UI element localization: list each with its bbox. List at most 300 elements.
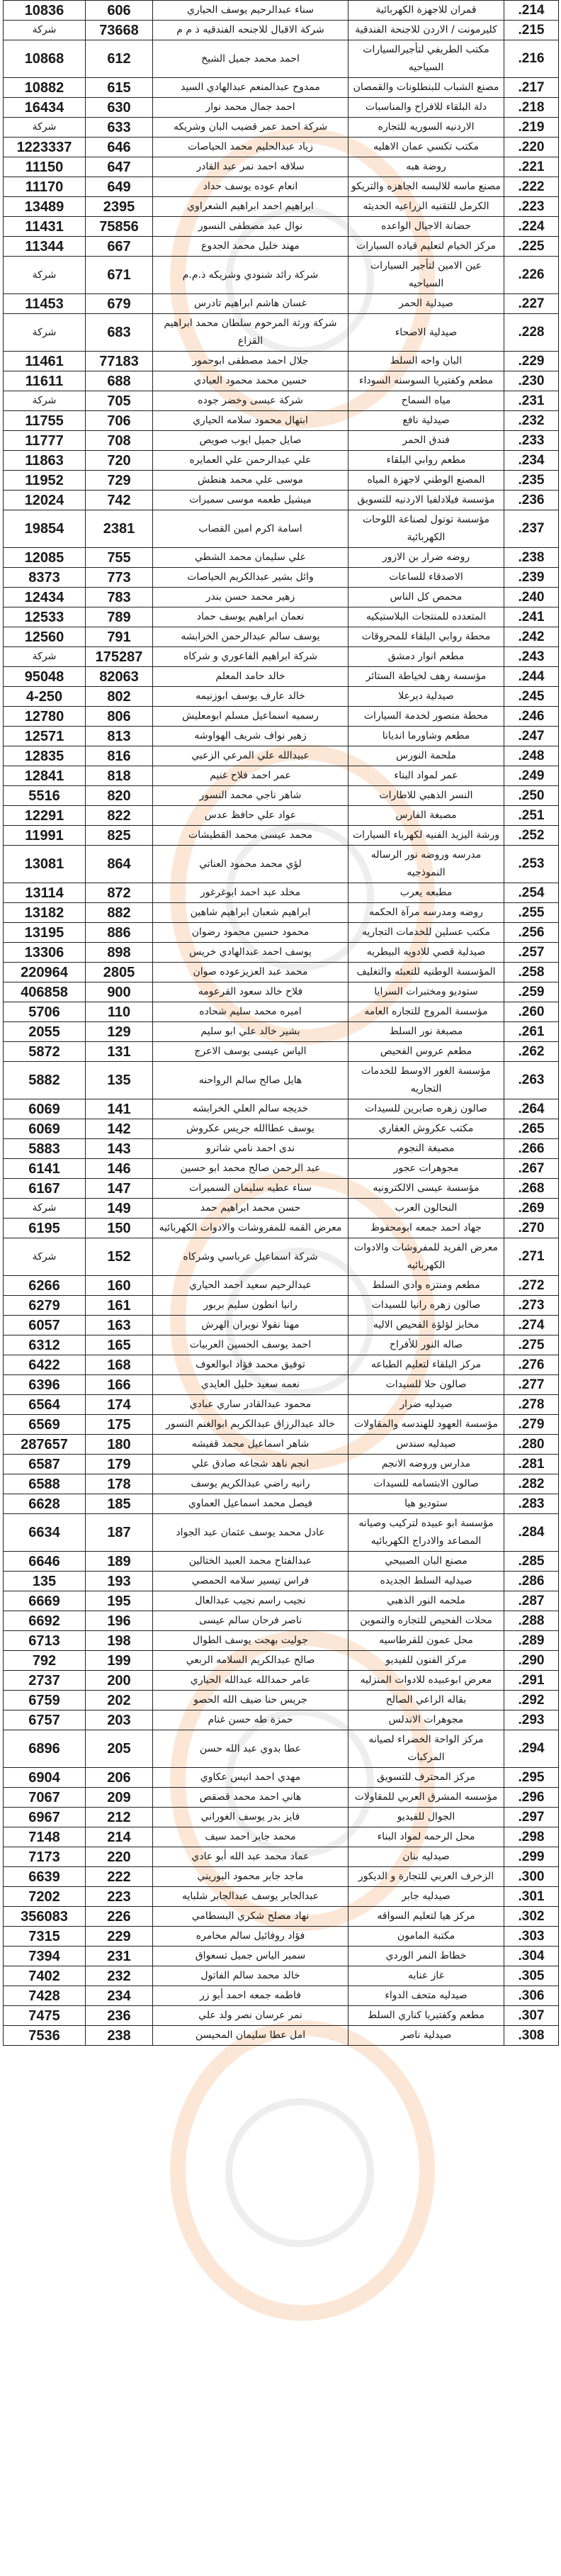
registration-number: 6564 (4, 1395, 86, 1415)
owner-name: فراس تيسير سلامه الحمصي (153, 1572, 348, 1591)
business-name: معرض الفريد للمفروشات والادوات الكهربائيه (348, 1238, 504, 1276)
license-code: 160 (86, 1276, 153, 1296)
table-row (4, 1907, 559, 1927)
registration-number: 13195 (4, 923, 86, 943)
registration-number: 7148 (4, 1827, 86, 1847)
license-code: 818 (86, 766, 153, 786)
business-name: صالون الابتسامه للسيدات (348, 1474, 504, 1494)
row-number: 247. (504, 727, 559, 746)
business-name: مطعم عروس الفحيص (348, 1042, 504, 1062)
business-name: مصبغة النجوم (348, 1139, 504, 1159)
row-number: 237. (504, 510, 559, 548)
license-code: 82063 (86, 667, 153, 687)
license-code: 900 (86, 982, 153, 1002)
registration-number: 6312 (4, 1335, 86, 1355)
registration-number: 8373 (4, 568, 86, 588)
table-row (4, 667, 559, 687)
business-name: مركز البلقاء لتعليم الطباعه (348, 1355, 504, 1375)
table-row (4, 1375, 559, 1395)
row-number: 308. (504, 2026, 559, 2046)
license-code: 646 (86, 138, 153, 157)
registration-number: 12434 (4, 588, 86, 607)
license-code: 174 (86, 1395, 153, 1415)
business-name: مخابز لؤلؤة الفحيص الاليه (348, 1316, 504, 1335)
owner-name: خالد عارف يوسف ابوزنيمه (153, 687, 348, 707)
row-number: 291. (504, 1671, 559, 1691)
owner-name: حمزة طه حسن غنام (153, 1710, 348, 1730)
row-number: 283. (504, 1494, 559, 1514)
business-name: المصنع الوطني لاجهزة المياه (348, 471, 504, 491)
registration-number: 12291 (4, 806, 86, 826)
license-code: 168 (86, 1355, 153, 1375)
registration-number: 6279 (4, 1296, 86, 1316)
row-number: 232. (504, 411, 559, 431)
table-row (4, 647, 559, 667)
registration-number: 13114 (4, 883, 86, 903)
row-number: 273. (504, 1296, 559, 1316)
registration-number: 7202 (4, 1887, 86, 1907)
registration-number: 1223337 (4, 138, 86, 157)
business-name: مؤسسة عيسى الالكترونيه (348, 1179, 504, 1199)
owner-name: جريس حنا ضيف الله الحصو (153, 1691, 348, 1710)
row-number: 242. (504, 627, 559, 647)
registration-number: 7315 (4, 1927, 86, 1947)
owner-name: سلافه احمد نمر عبد القادر (153, 157, 348, 177)
license-code: 175 (86, 1415, 153, 1435)
owner-name: شركة احمد عمر قضيب البان وشريكه (153, 118, 348, 138)
business-name: صالون زهره رانيا للسيدات (348, 1296, 504, 1316)
table-row (4, 1276, 559, 1296)
license-code: 802 (86, 687, 153, 707)
table-row (4, 352, 559, 371)
table-row (4, 1887, 559, 1907)
row-number: 250. (504, 786, 559, 806)
table-row (4, 237, 559, 257)
row-number: 248. (504, 746, 559, 766)
row-number: 282. (504, 1474, 559, 1494)
row-number: 281. (504, 1455, 559, 1474)
registration-number: 11952 (4, 471, 86, 491)
row-number: 239. (504, 568, 559, 588)
business-name: مؤسسة فيلادلفيا الاردنيه للتسويق (348, 491, 504, 510)
owner-name: حسين محمد محمود العبادي (153, 371, 348, 391)
registration-number: شركة (4, 1238, 86, 1276)
row-number: 272. (504, 1276, 559, 1296)
license-code: 206 (86, 1768, 153, 1788)
owner-name: عواد علي حافظ عدس (153, 806, 348, 826)
license-code: 755 (86, 548, 153, 568)
license-code: 214 (86, 1827, 153, 1847)
registration-number: 406858 (4, 982, 86, 1002)
row-number: 259. (504, 982, 559, 1002)
row-number: 225. (504, 237, 559, 257)
table-row (4, 157, 559, 177)
business-name: صالون زهره صابرين للسيدات (348, 1099, 504, 1119)
business-name: البان واحه السلط (348, 352, 504, 371)
row-number: 218. (504, 98, 559, 118)
table-row (4, 1062, 559, 1099)
registration-number: 6422 (4, 1355, 86, 1375)
owner-name: ميشيل طعمه موسى سميرات (153, 491, 348, 510)
table-row (4, 1494, 559, 1514)
license-code: 149 (86, 1199, 153, 1219)
registration-number: شركة (4, 647, 86, 667)
owner-name: زهير نواف شريف الهواوشه (153, 727, 348, 746)
owner-name: مهند خليل محمد الجدوع (153, 237, 348, 257)
registration-number: 6759 (4, 1691, 86, 1710)
row-number: 249. (504, 766, 559, 786)
row-number: 274. (504, 1316, 559, 1335)
license-code: 615 (86, 78, 153, 98)
registration-number: 6669 (4, 1591, 86, 1611)
license-code: 706 (86, 411, 153, 431)
registration-number: 13306 (4, 943, 86, 963)
table-row (4, 923, 559, 943)
owner-name: هايل صالح سالم الرواحنه (153, 1062, 348, 1099)
table-row (4, 217, 559, 237)
business-name: مركز الواحة الخضراء لصيانه المركبات (348, 1730, 504, 1768)
business-name: صيدليه السلط الجديده (348, 1572, 504, 1591)
table-row (4, 1, 559, 21)
business-name: قمران للاجهزة الكهربائية (348, 1, 504, 21)
table-row (4, 846, 559, 883)
license-code: 882 (86, 903, 153, 923)
row-number: 231. (504, 391, 559, 411)
license-code: 203 (86, 1710, 153, 1730)
license-code: 199 (86, 1651, 153, 1671)
license-code: 178 (86, 1474, 153, 1494)
table-row (4, 746, 559, 766)
business-name: مصنع البان الصبيحي (348, 1552, 504, 1572)
license-code: 2395 (86, 197, 153, 217)
registration-number: 11991 (4, 826, 86, 846)
row-number: 263. (504, 1062, 559, 1099)
row-number: 251. (504, 806, 559, 826)
owner-name: رانيا انطون سليم بربور (153, 1296, 348, 1316)
registration-number: 10882 (4, 78, 86, 98)
registration-number: شركة (4, 1199, 86, 1219)
table-row (4, 1355, 559, 1375)
table-row (4, 1730, 559, 1768)
license-code: 633 (86, 118, 153, 138)
owner-name: جوليت بهجت يوسف الطوال (153, 1631, 348, 1651)
business-name: جهاد احمد جمعه ابومحفوظ (348, 1219, 504, 1238)
table-row (4, 883, 559, 903)
owner-name: ابراهيم شعبان ابراهيم شاهين (153, 903, 348, 923)
row-number: 220. (504, 138, 559, 157)
registration-number: 7067 (4, 1788, 86, 1808)
business-name: مصنع الشباب للبنطلونات والقمصان (348, 78, 504, 98)
owner-name: موسى علي محمد هنطش (153, 471, 348, 491)
row-number: 261. (504, 1022, 559, 1042)
registration-number: 19854 (4, 510, 86, 548)
row-number: 217. (504, 78, 559, 98)
registration-number: شركة (4, 21, 86, 40)
license-code: 825 (86, 826, 153, 846)
registration-number: 7536 (4, 2026, 86, 2046)
row-number: 215. (504, 21, 559, 40)
registration-number: 4-250 (4, 687, 86, 707)
license-code: 77183 (86, 352, 153, 371)
license-code: 630 (86, 98, 153, 118)
business-name: مطعم وكفتيريا السوسنه السوداء (348, 371, 504, 391)
license-code: 791 (86, 627, 153, 647)
row-number: 278. (504, 1395, 559, 1415)
table-row (4, 1808, 559, 1827)
business-name: مؤسسة توتول لصناعة اللوحات الكهربائية (348, 510, 504, 548)
table-row (4, 568, 559, 588)
table-row (4, 2006, 559, 2026)
license-code: 232 (86, 1966, 153, 1986)
row-number: 222. (504, 177, 559, 197)
table-row (4, 1159, 559, 1179)
license-code: 220 (86, 1847, 153, 1867)
row-number: 279. (504, 1415, 559, 1435)
registration-number: 5516 (4, 786, 86, 806)
registration-number: شركة (4, 391, 86, 411)
license-code: 783 (86, 588, 153, 607)
business-name: ورشة اليزيد الفنيه لكهرباء السيارات (348, 826, 504, 846)
owner-name: حسن محمد ابراهيم حمد (153, 1199, 348, 1219)
registration-number: 6904 (4, 1768, 86, 1788)
license-code: 729 (86, 471, 153, 491)
registration-number: 6057 (4, 1316, 86, 1335)
owner-name: فاطمه جمعه احمد أبو زر (153, 1986, 348, 2006)
business-name: فندق الحمر (348, 431, 504, 451)
business-name: مطعم انوار دمشق (348, 647, 504, 667)
row-number: 287. (504, 1591, 559, 1611)
license-code: 226 (86, 1907, 153, 1927)
table-row (4, 1022, 559, 1042)
row-number: 254. (504, 883, 559, 903)
registration-number: 11453 (4, 294, 86, 314)
owner-name: اسامة اكرم امين القصاب (153, 510, 348, 548)
row-number: 257. (504, 943, 559, 963)
registration-number: 7428 (4, 1986, 86, 2006)
registration-number: 356083 (4, 1907, 86, 1927)
business-name: دلة البلقاء للافراح والمناسبات (348, 98, 504, 118)
owner-name: عادل محمد يوسف عثمان عبد الجواد (153, 1514, 348, 1552)
table-row (4, 40, 559, 78)
row-number: 298. (504, 1827, 559, 1847)
registration-number: 6141 (4, 1159, 86, 1179)
business-name: روضه ضرار بن الازور (348, 548, 504, 568)
owner-name: خالد محمد سالم الفاتول (153, 1966, 348, 1986)
business-name: محمص كل الناس (348, 588, 504, 607)
owner-name: عبدالجابر يوسف عبدالجابر شلبايه (153, 1887, 348, 1907)
row-number: 216. (504, 40, 559, 78)
table-row (4, 98, 559, 118)
business-name: مكتب عكروش العقاري (348, 1119, 504, 1139)
owner-name: زهير محمد حسن بندر (153, 588, 348, 607)
owner-name: شركة اسماعيل عرباسي وشركاه (153, 1238, 348, 1276)
row-number: 258. (504, 963, 559, 982)
row-number: 223. (504, 197, 559, 217)
license-code: 671 (86, 257, 153, 294)
registration-number: 287657 (4, 1435, 86, 1455)
business-name: الزخرف العربي للتجارة و الديكور (348, 1867, 504, 1887)
owner-name: اميره محمد سليم شحاده (153, 1002, 348, 1022)
license-code: 146 (86, 1159, 153, 1179)
row-number: 240. (504, 588, 559, 607)
table-row (4, 1591, 559, 1611)
registration-number: شركة (4, 118, 86, 138)
registration-number: 11344 (4, 237, 86, 257)
row-number: 235. (504, 471, 559, 491)
row-number: 300. (504, 1867, 559, 1887)
table-row (4, 78, 559, 98)
business-name: محل عمون للقرطاسيه (348, 1631, 504, 1651)
table-row (4, 943, 559, 963)
table-row (4, 491, 559, 510)
table-row (4, 1552, 559, 1572)
license-code: 231 (86, 1947, 153, 1966)
owner-name: شركة الاقبال للاجنحه الفندقيه ذ م م (153, 21, 348, 40)
license-code: 705 (86, 391, 153, 411)
registration-number: 12571 (4, 727, 86, 746)
owner-name: توفيق محمد فؤاد ابوالعوف (153, 1355, 348, 1375)
table-row (4, 1435, 559, 1455)
business-name: مركز الخيام لتعليم قياده السيارات (348, 237, 504, 257)
owner-name: مخلد عبد احمد ابوغرغور (153, 883, 348, 903)
owner-name: نمر عرسان نصر ولد علي (153, 2006, 348, 2026)
table-row (4, 1219, 559, 1238)
row-number: 227. (504, 294, 559, 314)
owner-name: عمر احمد فلاح غنيم (153, 766, 348, 786)
registration-number: 2055 (4, 1022, 86, 1042)
row-number: 236. (504, 491, 559, 510)
row-number: 243. (504, 647, 559, 667)
row-number: 229. (504, 352, 559, 371)
owner-name: خديجه سالم العلي الخرابشه (153, 1099, 348, 1119)
owner-name: هاني احمد محمد قصقص (153, 1788, 348, 1808)
row-number: 234. (504, 451, 559, 471)
business-name: محلات الفحيص للتجاره والتموين (348, 1611, 504, 1631)
license-code: 165 (86, 1335, 153, 1355)
registration-number: 12835 (4, 746, 86, 766)
business-name: مركز هيا لتعليم السواقه (348, 1907, 504, 1927)
registration-number: 11170 (4, 177, 86, 197)
table-row (4, 1867, 559, 1887)
business-name: النسر الذهبي للاطارات (348, 786, 504, 806)
table-row (4, 371, 559, 391)
license-code: 789 (86, 607, 153, 627)
table-row (4, 138, 559, 157)
license-code: 142 (86, 1119, 153, 1139)
license-code: 806 (86, 707, 153, 727)
table-row (4, 1966, 559, 1986)
table-row (4, 411, 559, 431)
owner-name: علي سليمان محمد الشطي (153, 548, 348, 568)
registration-number: 135 (4, 1572, 86, 1591)
table-row (4, 1395, 559, 1415)
row-number: 285. (504, 1552, 559, 1572)
table-row (4, 294, 559, 314)
registration-number: 5872 (4, 1042, 86, 1062)
table-row (4, 391, 559, 411)
license-code: 820 (86, 786, 153, 806)
license-code: 822 (86, 806, 153, 826)
table-row (4, 1651, 559, 1671)
table-row (4, 1847, 559, 1867)
table-row (4, 1611, 559, 1631)
registration-number: 11863 (4, 451, 86, 471)
owner-name: شركة ابراهيم الفاعوري و شركاه (153, 647, 348, 667)
owner-name: صايل جميل ايوب صويص (153, 431, 348, 451)
business-name: خطاط النمر الوردي (348, 1947, 504, 1966)
registration-number: 220964 (4, 963, 86, 982)
business-name: مؤسسة ابو عبيده لتركيب وصيانه المصاعد والادراج الكهربائيه (348, 1514, 504, 1552)
owner-name: عامر حمدالله عبدالله الحياري (153, 1671, 348, 1691)
row-number: 266. (504, 1139, 559, 1159)
table-row (4, 1514, 559, 1552)
owner-name: صالح عبدالكريم السلامه الربعي (153, 1651, 348, 1671)
license-code: 147 (86, 1179, 153, 1199)
owner-name: نجيب راسم نجيب عبدالعال (153, 1591, 348, 1611)
row-number: 268. (504, 1179, 559, 1199)
owner-name: عبيدالله علي المرعي الزعبي (153, 746, 348, 766)
registration-number: 6069 (4, 1119, 86, 1139)
registration-number: شركة (4, 314, 86, 352)
table-row (4, 1710, 559, 1730)
registration-number: 12560 (4, 627, 86, 647)
row-number: 245. (504, 687, 559, 707)
business-name: المتعدده للمنتجات البلاستيكيه (348, 607, 504, 627)
business-name: مكتب تكسي عمان الاهليه (348, 138, 504, 157)
registration-number: 11611 (4, 371, 86, 391)
license-code: 135 (86, 1062, 153, 1099)
table-row (4, 1199, 559, 1219)
license-code: 683 (86, 314, 153, 352)
license-code: 189 (86, 1552, 153, 1572)
row-number: 228. (504, 314, 559, 352)
license-code: 2381 (86, 510, 153, 548)
registration-number: 2737 (4, 1671, 86, 1691)
business-name: الاصدقاء للساعات (348, 568, 504, 588)
table-row (4, 1099, 559, 1119)
table-row (4, 786, 559, 806)
license-code: 606 (86, 1, 153, 21)
row-number: 255. (504, 903, 559, 923)
row-number: 303. (504, 1927, 559, 1947)
license-code: 166 (86, 1375, 153, 1395)
owner-name: فيصل محمد اسماعيل العماوي (153, 1494, 348, 1514)
license-code: 229 (86, 1927, 153, 1947)
license-code: 198 (86, 1631, 153, 1651)
registration-number: 11150 (4, 157, 86, 177)
license-code: 75856 (86, 217, 153, 237)
business-name: مؤسسه المشرق العربي للمقاولات (348, 1788, 504, 1808)
table-row (4, 510, 559, 548)
license-code: 143 (86, 1139, 153, 1159)
table-row (4, 431, 559, 451)
business-name: صيدلية قصي للادويه البيطريه (348, 943, 504, 963)
registration-number: 7173 (4, 1847, 86, 1867)
row-number: 275. (504, 1335, 559, 1355)
license-code: 667 (86, 237, 153, 257)
owner-name: ماجد جابر محمود البوريني (153, 1867, 348, 1887)
owner-name: زياد عبدالحليم محمد الحياصات (153, 138, 348, 157)
table-row (4, 1827, 559, 1847)
business-name: مركز الفنون للفيديو (348, 1651, 504, 1671)
row-number: 284. (504, 1514, 559, 1552)
table-row (4, 118, 559, 138)
owner-name: سمير الياس جميل تسعواق (153, 1947, 348, 1966)
owner-name: عطا بدوي عبد الله حسن (153, 1730, 348, 1768)
row-number: 286. (504, 1572, 559, 1591)
owner-name: ابتهال محمود سلامه الحياري (153, 411, 348, 431)
registration-number: 12780 (4, 707, 86, 727)
